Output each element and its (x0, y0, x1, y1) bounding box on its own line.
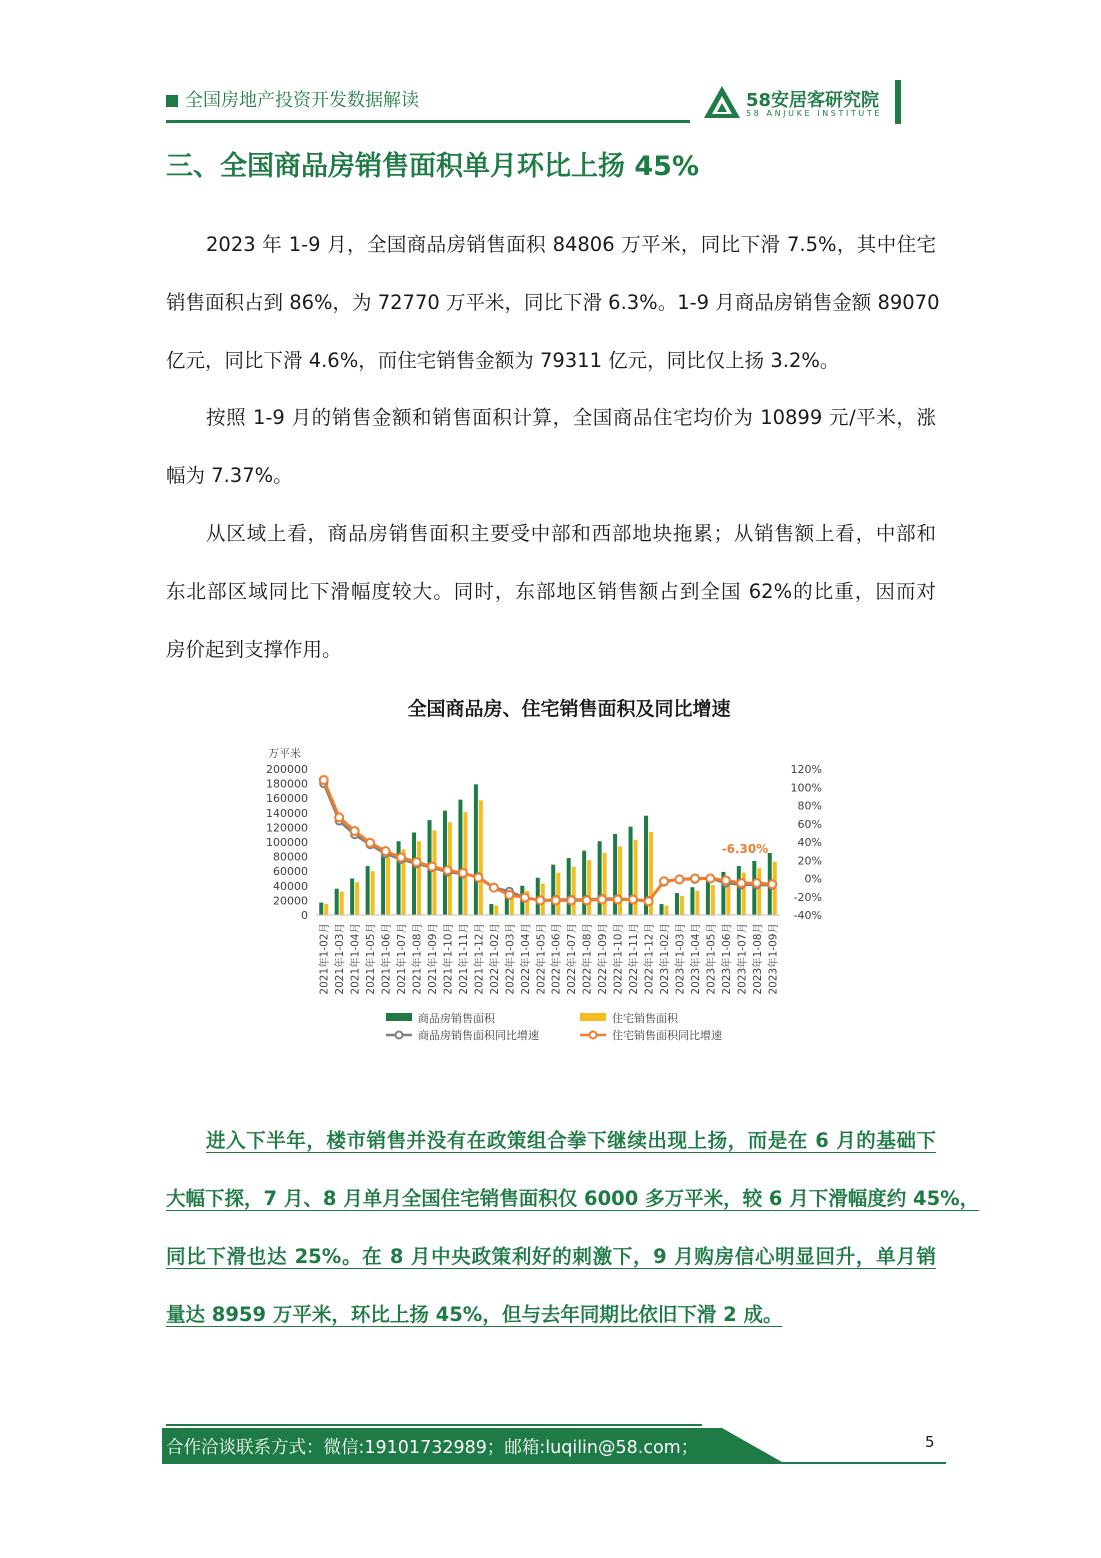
x-tick-label: 2022年1-03月 (504, 923, 517, 995)
x-tick-label: 2022年1-02月 (488, 923, 501, 995)
bar-commercial (335, 889, 339, 915)
y2-tick-label: 120% (790, 763, 822, 776)
x-tick-label: 2022年1-08月 (581, 923, 594, 995)
x-tick-label: 2021年1-10月 (442, 923, 455, 995)
legend-swatch (580, 1013, 606, 1021)
paragraph-1-line-3: 亿元，同比下滑 4.6%，而住宅销售金额为 79311 亿元，同比仅上扬 3.2%。 (166, 349, 840, 372)
residential-growth-point (366, 839, 374, 847)
y-tick-label: 200000 (266, 763, 308, 776)
x-tick-label: 2022年1-04月 (519, 923, 532, 995)
x-tick-label: 2021年1-11月 (457, 923, 470, 995)
bar-residential (355, 882, 359, 915)
residential-growth-point (691, 875, 699, 883)
paragraph-1-line-1: 2023 年 1-9 月，全国商品房销售面积 84806 万平米，同比下滑 7.5%，其中住宅 (206, 233, 936, 256)
bar-residential (340, 892, 344, 915)
chart-title: 全国商品房、住宅销售面积及同比增速 (407, 698, 731, 720)
bar-commercial (474, 784, 478, 915)
bar-commercial (551, 865, 555, 915)
residential-growth-point (521, 894, 529, 902)
sales-area-chart (250, 735, 850, 1055)
x-tick-label: 2021年1-12月 (473, 923, 486, 995)
bar-residential (572, 867, 576, 915)
bar-residential (494, 906, 498, 915)
footer-contact: 合作洽谈联系方式：微信:19101732989；邮箱:luqilin@58.com； (166, 1438, 699, 1458)
legend-label: 商品房销售面积 (418, 1012, 495, 1025)
residential-growth-point (583, 896, 591, 904)
residential-growth-point (397, 854, 405, 862)
y-tick-label: 40000 (273, 879, 308, 893)
x-tick-label: 2022年1-07月 (566, 923, 579, 995)
bar-residential (463, 812, 467, 915)
footer-rule (166, 1424, 702, 1426)
highlight-paragraph-line-2: 大幅下探，7 月、8 月单月全国住宅销售面积仅 6000 多万平米，较 6 月下滑幅度约 45%， (166, 1187, 980, 1210)
header-marker (166, 95, 178, 107)
residential-growth-point (598, 895, 606, 903)
bar-residential (324, 904, 328, 915)
residential-growth-point (706, 875, 714, 883)
legend-swatch-marker (590, 1032, 597, 1039)
y2-tick-label: 80% (797, 799, 822, 813)
residential-growth-point (614, 895, 622, 903)
section-title: 三、全国商品房销售面积单月环比上扬 45% (166, 151, 700, 182)
residential-growth-point (722, 876, 730, 884)
paragraph-1-line-2: 销售面积占到 86%，为 72770 万平米，同比下滑 6.3%。1-9 月商品房销售金额 89070 (166, 291, 940, 314)
x-tick-label: 2023年1-02月 (659, 923, 671, 995)
bar-residential (433, 830, 437, 915)
residential-growth-point (675, 875, 683, 883)
y2-tick-label: -40% (793, 909, 822, 922)
bar-commercial (381, 850, 385, 915)
bar-residential (665, 906, 669, 915)
paragraph-3-line-3: 房价起到支撑作用。 (166, 638, 342, 661)
y-tick-label: 60000 (273, 865, 308, 879)
y-tick-label: 180000 (266, 777, 308, 791)
y-tick-label: 20000 (273, 894, 308, 908)
legend-label: 商品房销售面积同比增速 (418, 1029, 539, 1042)
x-tick-label: 2021年1-09月 (427, 923, 439, 995)
residential-growth-point (660, 877, 668, 885)
bar-residential (711, 885, 715, 915)
x-tick-label: 2023年1-09月 (767, 923, 780, 995)
x-tick-label: 2021年1-07月 (396, 923, 409, 995)
x-tick-label: 2021年1-06月 (380, 923, 393, 995)
brand-name-en: 58 ANJUKE INSTITUTE (746, 109, 882, 118)
bar-commercial (582, 851, 586, 915)
x-tick-label: 2023年1-03月 (674, 923, 687, 995)
residential-growth-point (567, 896, 575, 904)
residential-growth-point (645, 897, 653, 905)
commercial-growth-line (324, 784, 773, 901)
x-tick-label: 2021年1-08月 (411, 923, 424, 995)
x-tick-label: 2023年1-04月 (689, 923, 702, 995)
y2-tick-label: -20% (793, 890, 822, 904)
bar-residential (587, 860, 591, 915)
bar-commercial (319, 903, 323, 915)
bar-commercial (567, 858, 571, 915)
x-tick-label: 2022年1-06月 (550, 923, 563, 995)
bar-residential (680, 896, 684, 915)
bar-commercial (397, 841, 401, 915)
bar-commercial (675, 893, 679, 915)
bar-commercial (458, 800, 462, 915)
y-tick-label: 140000 (266, 806, 308, 820)
header-title: 全国房地产投资开发数据解读 (185, 90, 419, 111)
paragraph-3-line-2: 东北部区域同比下滑幅度较大。同时，东部地区销售额占到全国 62%的比重，因而对 (166, 580, 936, 603)
bar-residential (618, 846, 622, 915)
bar-commercial (366, 866, 370, 915)
x-tick-label: 2022年1-05月 (535, 923, 548, 995)
residential-growth-point (490, 884, 498, 892)
paragraph-3-line-1: 从区域上看，商品房销售面积主要受中部和西部地块拖累；从销售额上看，中部和 (206, 522, 936, 545)
highlight-paragraph-line-1: 进入下半年，楼市销售并没有在政策组合拳下继续出现上扬，而是在 6 月的基础下 (206, 1129, 936, 1152)
y-tick-label: 160000 (266, 792, 308, 806)
legend-swatch-marker (396, 1032, 403, 1039)
paragraph-2-line-1: 按照 1-9 月的销售金额和销售面积计算，全国商品住宅均价为 10899 元/平米，涨 (206, 406, 936, 429)
y2-tick-label: 20% (797, 854, 822, 868)
x-tick-label: 2022年1-10月 (612, 923, 625, 995)
residential-growth-point (768, 880, 776, 888)
residential-growth-point (474, 874, 482, 882)
bar-residential (371, 871, 375, 915)
bar-residential (479, 800, 483, 915)
x-tick-label: 2023年1-06月 (720, 923, 733, 995)
paragraph-2-line-2: 幅为 7.37%。 (166, 464, 293, 487)
x-tick-label: 2021年1-04月 (349, 923, 362, 995)
brand-name: 58安居客研究院 (746, 90, 880, 111)
residential-growth-point (413, 858, 421, 866)
bar-commercial (412, 833, 416, 915)
residential-growth-point (505, 891, 513, 899)
bar-commercial (737, 866, 741, 915)
bar-commercial (489, 904, 493, 915)
residential-growth-point (335, 813, 343, 821)
page-number: 5 (925, 1433, 935, 1451)
x-tick-label: 2021年1-05月 (365, 923, 378, 995)
bar-commercial (350, 879, 354, 916)
residential-growth-point (351, 827, 359, 835)
bar-commercial (443, 811, 447, 915)
legend-label: 住宅销售面积 (612, 1012, 678, 1025)
residential-growth-point (737, 879, 745, 887)
residential-growth-line (324, 780, 773, 901)
y-tick-label: 120000 (266, 821, 308, 835)
x-tick-label: 2022年1-09月 (597, 923, 610, 995)
y-tick-label: 80000 (273, 850, 308, 864)
legend-swatch (386, 1013, 412, 1021)
x-tick-label: 2022年1-12月 (643, 923, 656, 995)
legend-label: 住宅销售面积同比增速 (612, 1029, 722, 1042)
x-tick-label: 2021年1-03月 (334, 923, 347, 995)
bar-residential (556, 873, 560, 915)
header-side-bar (895, 80, 901, 124)
bar-residential (757, 868, 761, 915)
x-tick-label: 2023年1-07月 (736, 923, 749, 995)
x-tick-label: 2022年1-11月 (628, 923, 641, 995)
x-tick-label: 2023年1-05月 (705, 923, 718, 995)
residential-growth-point (382, 847, 390, 855)
y2-tick-label: 60% (797, 817, 822, 831)
residential-growth-point (428, 863, 436, 871)
y-axis-label: 万平米 (268, 747, 301, 760)
bar-commercial (706, 881, 710, 915)
y2-tick-label: 40% (797, 836, 822, 849)
footer-banner (162, 1428, 946, 1466)
highlight-paragraph-line-3: 同比下滑也达 25%。在 8 月中央政策利好的刺激下，9 月购房信心明显回升，单月销 (166, 1245, 936, 1268)
y-tick-label: 100000 (266, 836, 308, 849)
residential-growth-point (443, 866, 451, 874)
x-tick-label: 2023年1-08月 (751, 923, 764, 995)
residential-growth-point (459, 869, 467, 877)
bar-commercial (660, 904, 664, 915)
bar-commercial (690, 887, 694, 915)
residential-growth-point (753, 879, 761, 887)
residential-growth-point (320, 776, 328, 784)
bar-residential (417, 841, 421, 915)
residential-growth-point (629, 895, 637, 903)
bar-residential (386, 857, 390, 915)
y2-tick-label: 0% (804, 872, 822, 886)
bar-residential (603, 853, 607, 915)
anjuke-logo-icon (702, 84, 742, 120)
y-tick-label: 0 (301, 909, 308, 922)
bar-residential (695, 891, 699, 915)
header-rule (166, 120, 690, 123)
highlight-paragraph-line-4: 量达 8959 万平米，环比上扬 45%，但与去年同期比依旧下滑 2 成。 (166, 1303, 783, 1326)
residential-growth-point (552, 896, 560, 904)
y2-tick-label: 100% (790, 781, 822, 795)
x-tick-label: 2021年1-02月 (318, 923, 331, 995)
residential-growth-point (536, 896, 544, 904)
data-label-last: -6.30% (721, 842, 769, 857)
